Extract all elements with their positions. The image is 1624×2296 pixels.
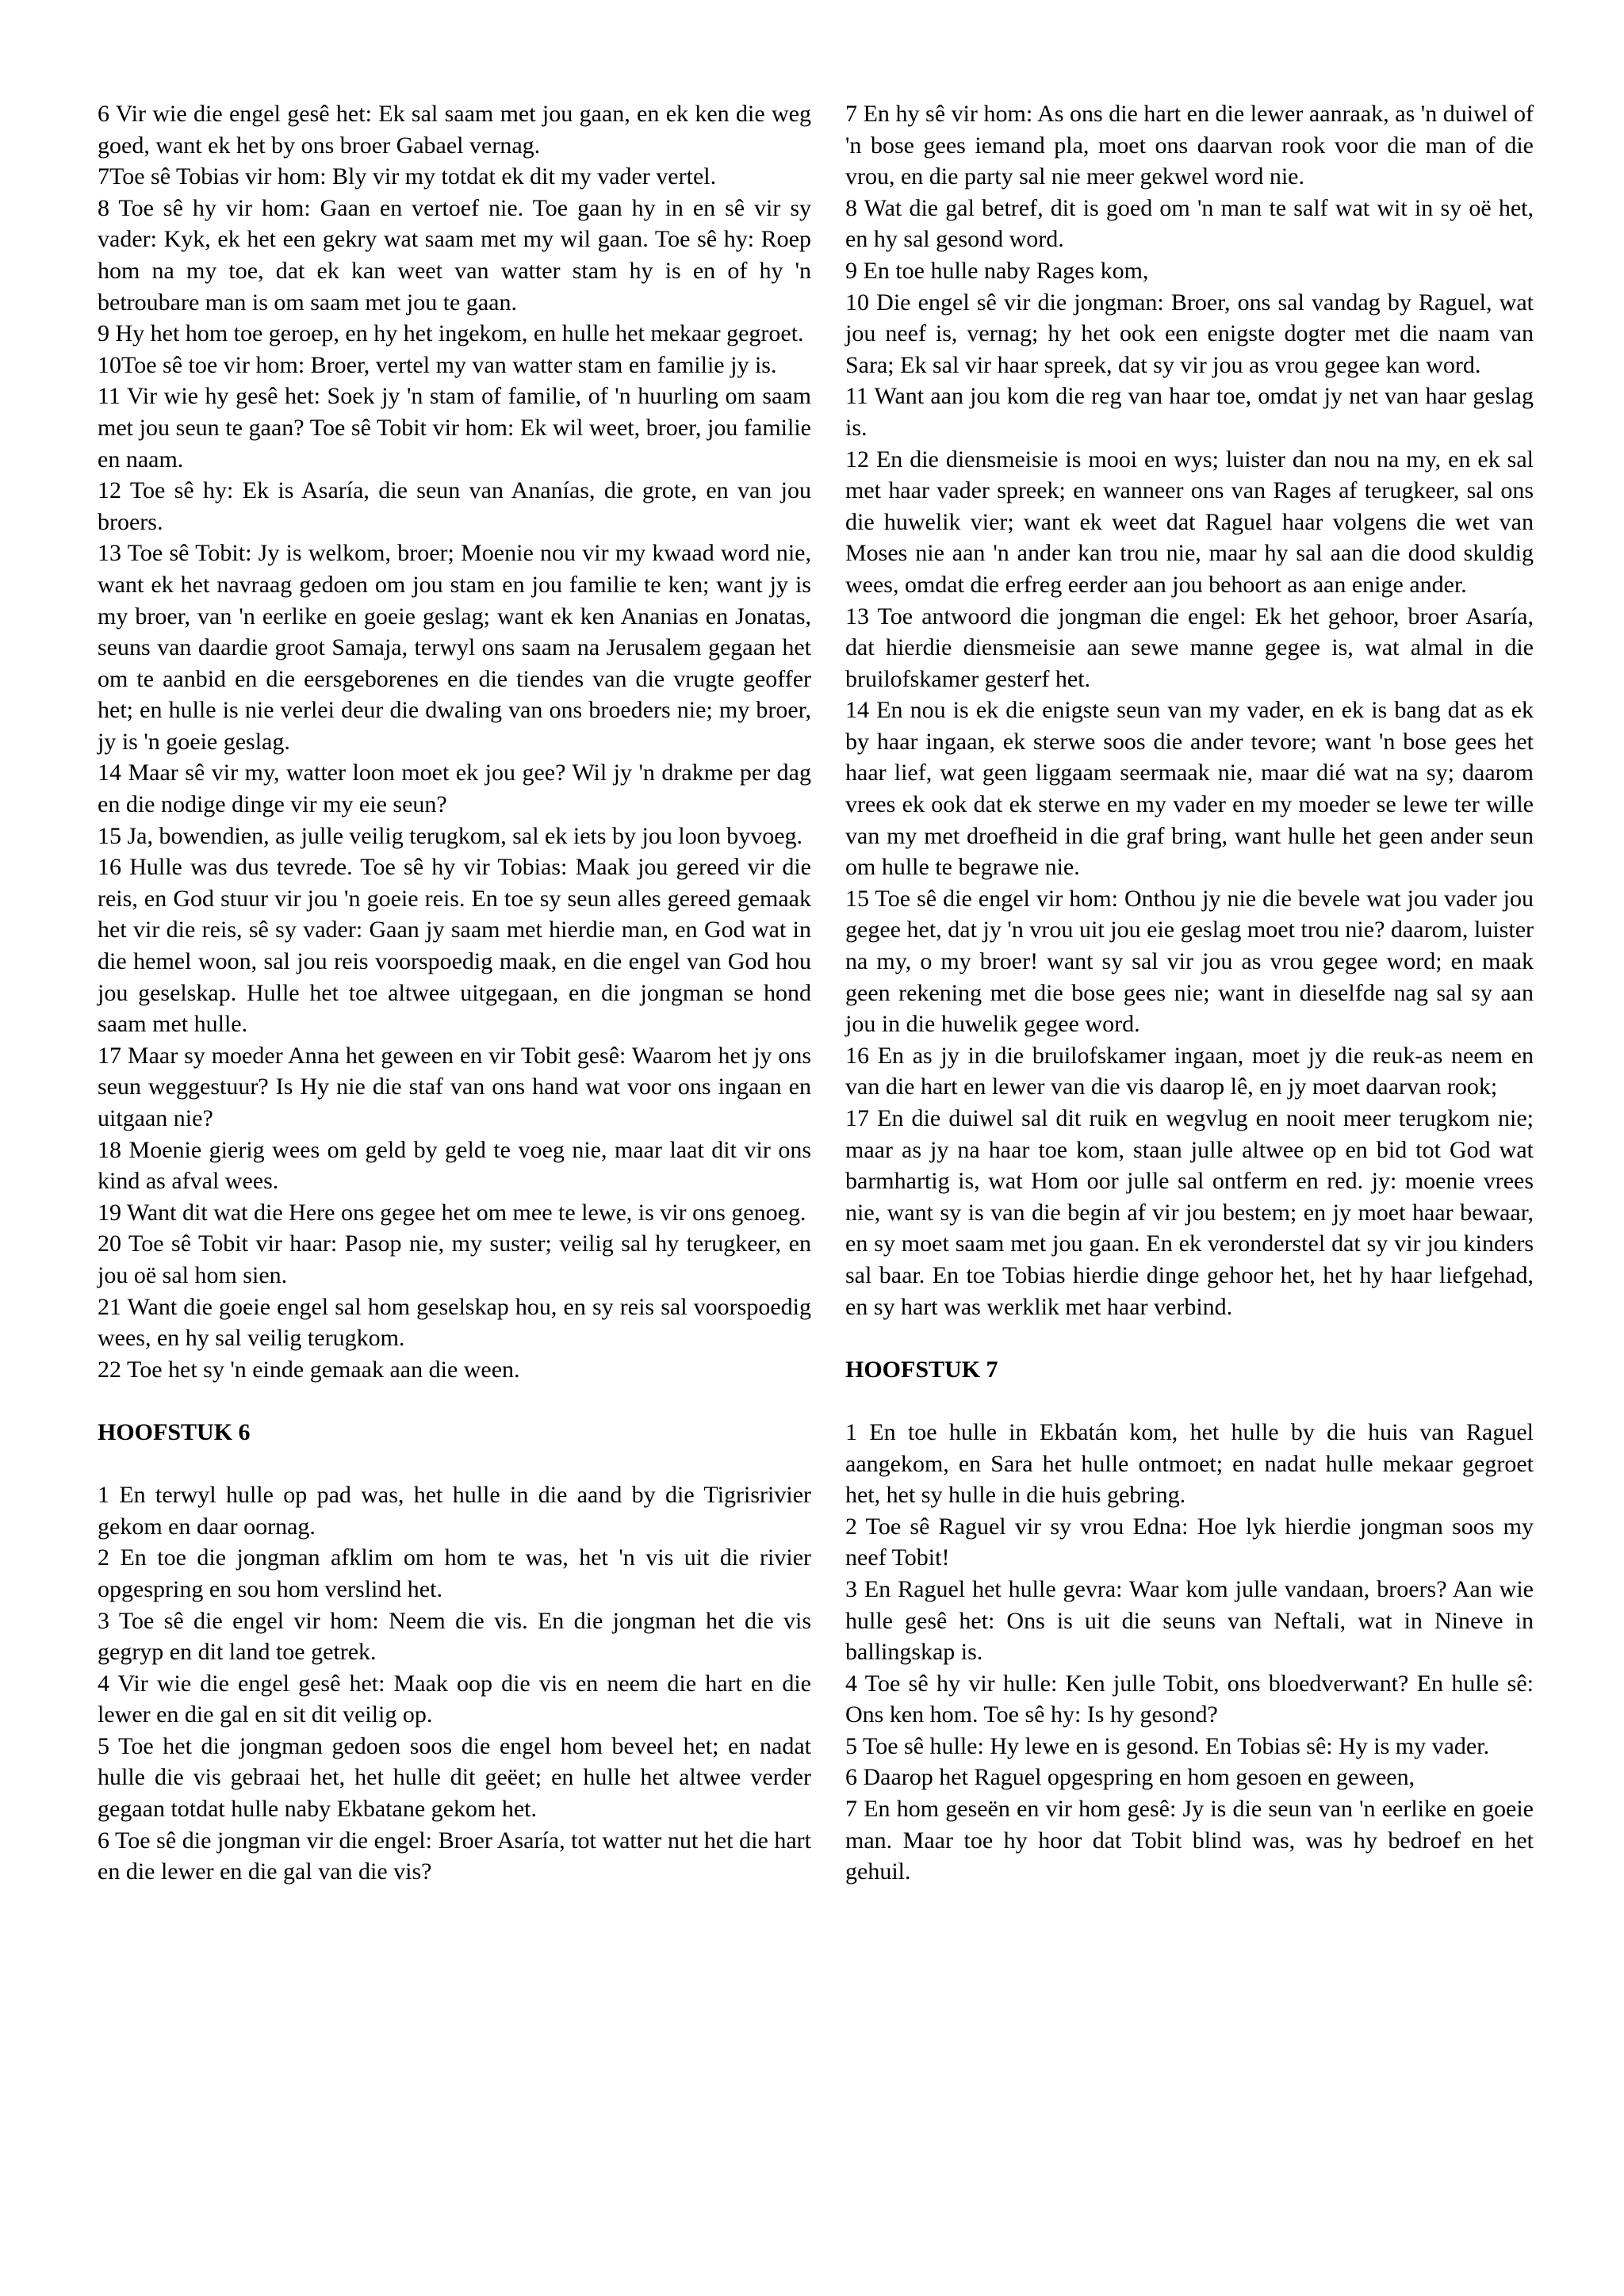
verse: 1 En toe hulle in Ekbatán kom, het hulle by die huis van Raguel aangekom, en Sara het hulle ontmoet; en nadat hulle mekaar gegroet het, het sy hulle in die huis gebring. — [845, 1418, 1534, 1509]
verse: 17 En die duiwel sal dit ruik en wegvlug en nooit meer terugkom nie; maar as jy na haar toe kom, staan julle altwee op en bid tot God wat barmhartig is, wat Hom oor julle sal ontferm en red. jy: moenie vrees nie, want sy is van die begin af vir jou bestem; en jy moet haar bewaar, en sy moet saam met jou gaan. En ek veronderstel dat sy vir jou kinders sal baar. En toe Tobias hierdie dinge gehoor het, het hy haar liefgehad, en sy hart was werklik met haar verbind. — [845, 1105, 1534, 1320]
verse: 7Toe sê Tobias vir hom: Bly vir my totdat ek dit my vader vertel. — [98, 163, 717, 190]
verse: 22 Toe het sy 'n einde gemaak aan die ween. — [98, 1356, 520, 1383]
verse: 21 Want die goeie engel sal hom geselskap hou, en sy reis sal voorspoedig wees, en hy sal veilig terugkom. — [98, 1293, 811, 1352]
verse: 3 Toe sê die engel vir hom: Neem die vis. En die jongman het die vis gegryp en dit land toe getrek. — [98, 1607, 811, 1666]
verse: 5 Toe sê hulle: Hy lewe en is gesond. En Tobias sê: Hy is my vader. — [845, 1732, 1490, 1759]
verse: 14 Maar sê vir my, watter loon moet ek jou gee? Wil jy 'n drakme per dag en die nodige dinge vir my eie seun? — [98, 760, 811, 818]
verse: 13 Toe antwoord die jongman die engel: Ek het gehoor, broer Asaría, dat hierdie diensmeisie aan sewe manne gegee is, wat almal in die bruilofskamer gesterf het. — [845, 603, 1534, 692]
left-column — [98, 98, 811, 1888]
verse: 20 Toe sê Tobit vir haar: Pasop nie, my suster; veilig sal hy terugkeer, en jou oë sal hom sien. — [98, 1230, 811, 1288]
verse: 15 Ja, bowendien, as julle veilig terugkom, sal ek iets by jou loon byvoeg. — [98, 822, 803, 849]
verse: 7 En hom geseën en vir hom gesê: Jy is die seun van 'n eerlike en goeie man. Maar toe hy hoor dat Tobit blind was, was hy bedroef en het gehuil. — [845, 1796, 1534, 1885]
verse: 3 En Raguel het hulle gevra: Waar kom julle vandaan, broers? Aan wie hulle gesê het: Ons is uit die seuns van Neftali, wat in Nineve in ballingskap is. — [845, 1575, 1534, 1666]
verse: 6 Daarop het Raguel opgespring en hom gesoen en geween, — [845, 1764, 1415, 1791]
verse: 6 Toe sê die jongman vir die engel: Broer Asaría, tot watter nut het die hart en die lewer en die gal van die vis? — [98, 1827, 811, 1885]
verse: 9 Hy het hom toe geroep, en hy het ingekom, en hulle het mekaar gegroet. — [98, 320, 804, 347]
chapter-heading: HOOFSTUK 7 — [845, 1356, 998, 1383]
verse: 11 Vir wie hy gesê het: Soek jy 'n stam of familie, of 'n huurling om saam met jou seun te gaan? Toe sê Tobit vir hom: Ek wil weet, broer, jou familie en naam. — [98, 383, 811, 473]
verse: 2 Toe sê Raguel vir sy vrou Edna: Hoe lyk hierdie jongman soos my neef Tobit! — [845, 1513, 1534, 1571]
verse: 10 Die engel sê vir die jongman: Broer, ons sal vandag by Raguel, wat jou neef is, vernag; hy het ook een enigste dogter met die naam van Sara; Ek sal vir haar spreek, dat sy vir jou as vrou gegee kan word. — [845, 289, 1534, 378]
verse: 6 Vir wie die engel gesê het: Ek sal saam met jou gaan, en ek ken die weg goed, want ek het by ons broer Gabael vernag. — [98, 101, 811, 159]
verse: 15 Toe sê die engel vir hom: Onthou jy nie die bevele wat jou vader jou gegee het, dat jy 'n vrou uit jou eie geslag moet trou nie? daarom, luister na my, o my broer! want sy sal vir jou as vrou gegee word; en maak geen rekening met die bose gees nie; want in dieselfde nag sal sy aan jou in die huwelik gegee word. — [845, 885, 1534, 1038]
verse: 12 En die diensmeisie is mooi en wys; luister dan nou na my, en ek sal met haar vader spreek; en wanneer ons van Rages af terugkeer, sal ons die huwelik vier; want ek weet dat Raguel haar volgens die wet van Moses nie aan 'n ander kan trou nie, maar hy sal aan die dood skuldig wees, omdat die erfreg eerder aan jou behoort as aan enige ander. — [845, 446, 1534, 598]
verse: 17 Maar sy moeder Anna het geween en vir Tobit gesê: Waarom het jy ons seun weggestuur? Is Hy nie die staf van ons hand wat voor ons ingaan en uitgaan nie? — [98, 1042, 811, 1131]
verse: 11 Want aan jou kom die reg van haar toe, omdat jy net van haar geslag is. — [845, 383, 1534, 441]
right-column — [845, 98, 1534, 1888]
chapter-heading: HOOFSTUK 6 — [98, 1418, 251, 1445]
verse: 13 Toe sê Tobit: Jy is welkom, broer; Moenie nou vir my kwaad word nie, want ek het navraag gedoen om jou stam en jou familie te ken; want jy is my broer, van 'n eerlike en goeie geslag; want ek ken Ananias en Jonatas, seuns van daardie groot Samaja, terwyl ons saam na Jerusalem gegaan het om te aanbid en die eersgeborenes en die tiendes van die vrugte geoffer het; en hulle is nie verlei deur die dwaling van ons broeders nie; my broer, jy is 'n goeie geslag. — [98, 540, 811, 755]
verse: 5 Toe het die jongman gedoen soos die engel hom beveel het; en nadat hulle die vis gebraai het, het hulle dit geëet; en hulle het altwee verder gegaan totdat hulle naby Ekbatane gekom het. — [98, 1732, 811, 1823]
verse: 16 En as jy in die bruilofskamer ingaan, moet jy die reuk-as neem en van die hart en lewer van die vis daarop lê, en jy moet daarvan rook; — [845, 1042, 1534, 1100]
verse: 4 Toe sê hy vir hulle: Ken julle Tobit, ons bloedverwant? En hulle sê: Ons ken hom. Toe sê hy: Is hy gesond? — [845, 1670, 1534, 1728]
verse: 12 Toe sê hy: Ek is Asaría, die seun van Ananías, die grote, en van jou broers. — [98, 477, 811, 535]
verse: 1 En terwyl hulle op pad was, het hulle in die aand by die Tigrisrivier gekom en daar oornag. — [98, 1482, 811, 1540]
verse: 16 Hulle was dus tevrede. Toe sê hy vir Tobias: Maak jou gereed vir die reis, en God stuur vir jou 'n goeie reis. En toe sy seun alles gereed gemaak het vir die reis, sê sy vader: Gaan jy saam met hierdie man, en God wat in die hemel woon, sal jou reis voorspoedig maak, en die engel van God hou jou geselskap. Hulle het toe altwee uitgegaan, en die jongman se hond saam met hulle. — [98, 854, 811, 1038]
verse: 8 Toe sê hy vir hom: Gaan en vertoef nie. Toe gaan hy in en sê vir sy vader: Kyk, ek het een gekry wat saam met my wil gaan. Toe sê hy: Roep hom na my toe, dat ek kan weet van watter stam hy is en of hy 'n betroubare man is om saam met jou te gaan. — [98, 194, 811, 316]
verse: 4 Vir wie die engel gesê het: Maak oop die vis en neem die hart en die lewer en die gal en sit dit veilig op. — [98, 1670, 811, 1728]
verse: 10Toe sê toe vir hom: Broer, vertel my van watter stam en familie jy is. — [98, 351, 777, 378]
verse: 14 En nou is ek die enigste seun van my vader, en ek is bang dat as ek by haar ingaan, ek sterwe soos die ander tevore; want 'n bose gees het haar lief, wat geen liggaam seermaak nie, maar dié wat na sy; daarom vrees ek ook dat ek sterwe en my vader en my moeder se lewe ter wille van my met droefheid in die graf bring, want hulle het geen ander seun om hulle te begrawe nie. — [845, 697, 1534, 881]
verse: 7 En hy sê vir hom: As ons die hart en die lewer aanraak, as 'n duiwel of 'n bose gees iemand pla, moet ons daarvan rook voor die man of die vrou, en die party sal nie meer gekwel word nie. — [845, 101, 1534, 190]
verse: 19 Want dit wat die Here ons gegee het om mee te lewe, is vir ons genoeg. — [98, 1199, 806, 1226]
verse: 9 En toe hulle naby Rages kom, — [845, 257, 1149, 284]
verse: 2 En toe die jongman afklim om hom te was, het 'n vis uit die rivier opgespring en sou hom verslind het. — [98, 1544, 811, 1602]
verse: 18 Moenie gierig wees om geld by geld te voeg nie, maar laat dit vir ons kind as afval wees. — [98, 1136, 811, 1195]
verse: 8 Wat die gal betref, dit is goed om 'n man te salf wat wit in sy oë het, en hy sal gesond word. — [845, 194, 1534, 253]
